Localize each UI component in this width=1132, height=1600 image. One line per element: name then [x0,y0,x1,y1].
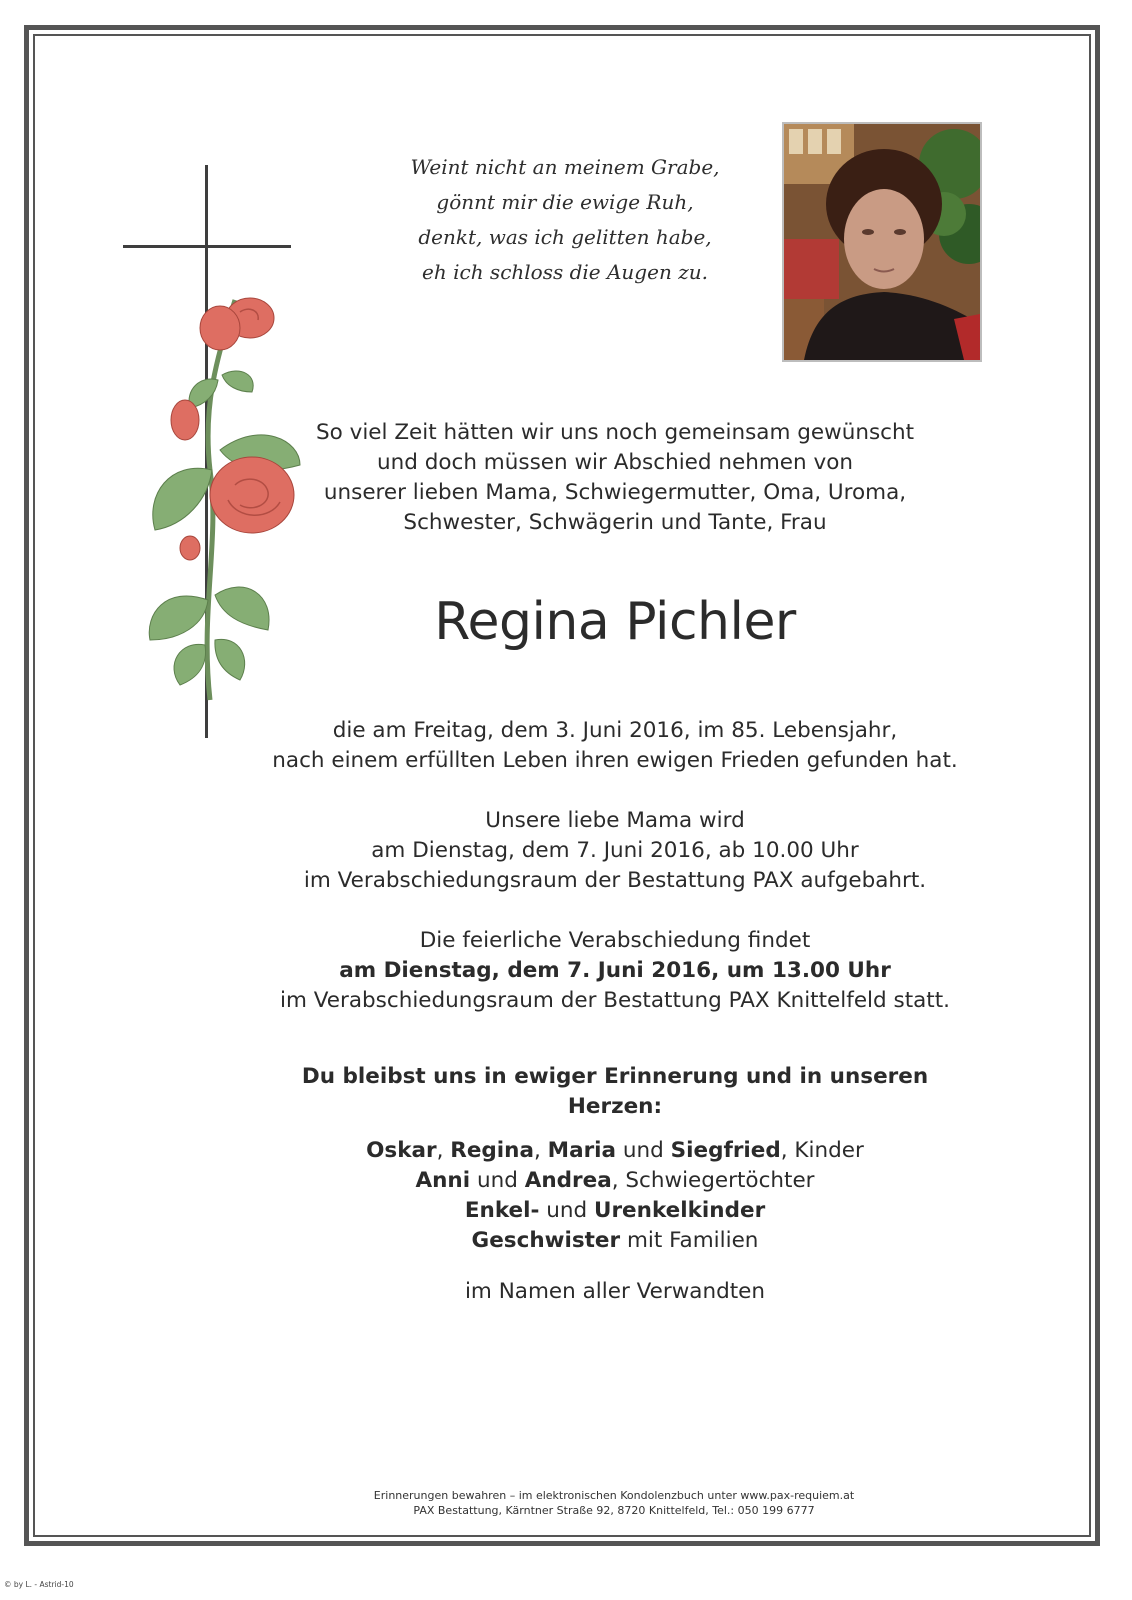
deceased-name: Regina Pichler [434,592,796,652]
intro-line: unserer lieben Mama, Schwiegermutter, Oma, Uroma, [323,480,907,505]
intro-line: und doch müssen wir Abschied nehmen von [376,450,853,475]
copyright-note: © by L. - Astrid-10 [4,1580,74,1589]
poem [380,150,750,290]
poem-line: gönnt mir die ewige Ruh, [436,190,694,214]
death-line: nach einem erfüllten Leben ihren ewigen Frieden gefunden hat. [272,748,958,773]
mourners-daughters-in-law: Anni und Andrea, Schwiegertöchter [415,1168,815,1193]
mourners-siblings: Geschwister mit Familien [471,1228,759,1253]
portrait-photo [782,122,982,362]
footer-line: PAX Bestattung, Kärntner Straße 92, 8720 Knittelfeld, Tel.: 050 199 6777 [413,1504,815,1517]
ceremony-line: im Verabschiedungsraum der Bestattung PAX Knittelfeld statt. [280,988,950,1013]
footer-line: Erinnerungen bewahren – im elektronischen Kondolenzbuch unter www.pax-requiem.at [373,1489,855,1502]
laid-out-line: im Verabschiedungsraum der Bestattung PAX aufgebahrt. [303,868,927,893]
footer [300,1488,928,1518]
poem-line: denkt, was ich gelitten habe, [418,225,712,249]
death-line: die am Freitag, dem 3. Juni 2016, im 85. Lebensjahr, [332,718,898,743]
mourners-list [260,1136,970,1256]
laid-out-line: am Dienstag, dem 7. Juni 2016, ab 10.00 Uhr [371,838,859,863]
laid-out-notice [260,806,970,896]
intro-line: Schwester, Schwägerin und Tante, Frau [403,510,827,535]
mourners-grandchildren: Enkel- und Urenkelkinder [464,1198,766,1223]
ceremony-notice [260,926,970,1016]
death-notice [260,716,970,776]
intro-text [260,418,970,538]
poem-line: Weint nicht an meinem Grabe, [410,155,720,179]
ceremony-line: Die feierliche Verabschiedung findet [419,928,811,953]
mourners-children: Oskar, Regina, Maria und Siegfried, Kinder [366,1138,864,1163]
memory-line: Du bleibst uns in ewiger Erinnerung und in unseren Herzen: [301,1064,929,1119]
poem-line: eh ich schloss die Augen zu. [422,260,708,284]
ceremony-date: am Dienstag, dem 7. Juni 2016, um 13.00 Uhr [339,958,891,983]
cross-icon-horizontal [123,245,291,248]
behalf-line: im Namen aller Verwandten [464,1279,766,1304]
intro-line: So viel Zeit hätten wir uns noch gemeinsam gewünscht [315,420,915,445]
laid-out-line: Unsere liebe Mama wird [485,808,745,833]
